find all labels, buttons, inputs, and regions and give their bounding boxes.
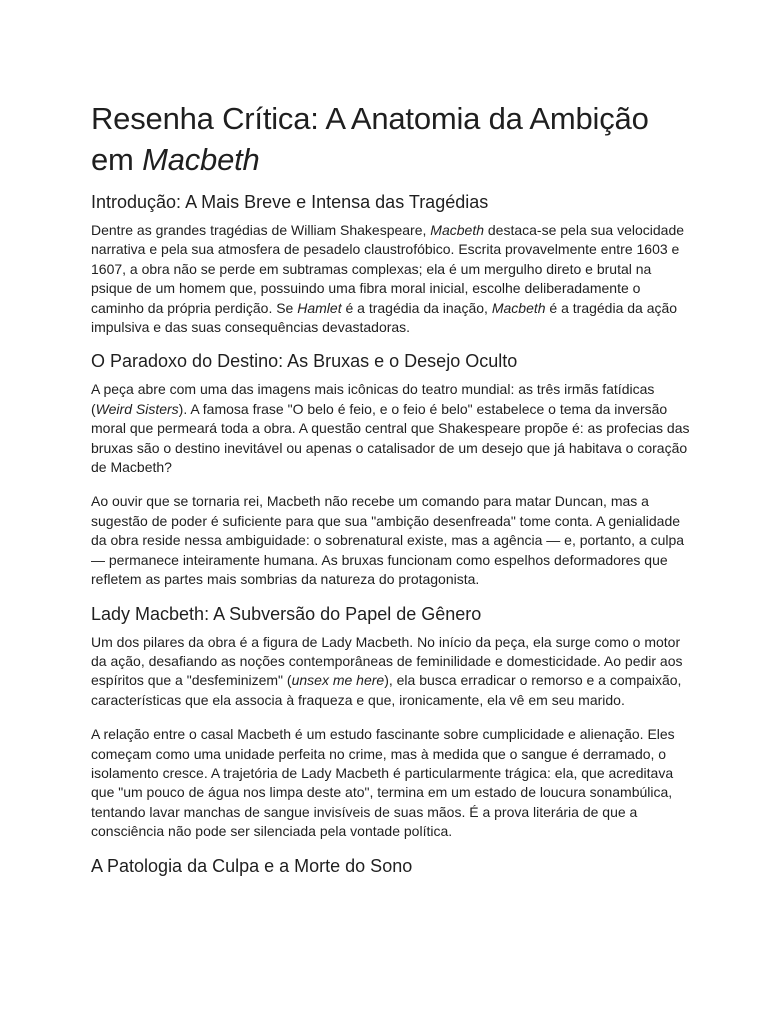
section-heading-patologia: A Patologia da Culpa e a Morte do Sono <box>91 855 413 876</box>
document-page <box>91 98 691 879</box>
page-title <box>91 98 691 180</box>
paragraph: Ao ouvir que se tornaria rei, Macbeth não recebe um comando para matar Duncan, mas a sugestão de poder é suficiente para que sua "ambição desenfreada" tome conta. A genialidade da obra reside nessa ambiguidade: o sobrenatural existe, mas a agência — e, portanto, a culpa — permanece inteiramente humana. As bruxas funcionam como espelhos deformadores que refletem as partes mais sombrias da natureza do protagonista. <box>91 493 685 588</box>
section-heading-lady-macbeth: Lady Macbeth: A Subversão do Papel de Gênero <box>91 603 482 624</box>
paragraph: A peça abre com uma das imagens mais icônicas do teatro mundial: as três irmãs fatídicas (Weird Sisters). A famosa frase "O belo é feio, e o feio é belo" estabelece o tema da inversão moral que permeará toda a obra. A questão central que Shakespeare propõe é: as profecias das bruxas são o destino inevitável ou apenas o catalisador de um desejo que já habitava o coração de Macbeth? <box>91 381 690 476</box>
section-heading-introducao: Introdução: A Mais Breve e Intensa das Tragédias <box>91 192 489 212</box>
paragraph: A relação entre o casal Macbeth é um estudo fascinante sobre cumplicidade e alienação. Eles começam como uma unidade perfeita no crime, mas à medida que o sangue é derramado, o isolamento cresce. A trajetória de Lady Macbeth é particularmente trágica: ela, que acreditava que "um pouco de água nos limpa deste ato", termina em um estado de loucura sonambúlica, tentando lavar manchas de sangue invisíveis de suas mãos. É a prova literária de que a consciência não pode ser silenciada pela vontade política. <box>91 726 675 840</box>
title-italic-text: Macbeth <box>142 142 260 177</box>
paragraph: Um dos pilares da obra é a figura de Lady Macbeth. No início da peça, ela surge como o motor da ação, desafiando as noções contemporâneas de feminilidade e domesticidade. Ao pedir aos espíritos que a "desfeminizem" (unsex me here), ela busca erradicar o remorso e a compaixão, características que ela associa à fraqueza e que, ironicamente, ela vê em seu marido. <box>91 633 683 708</box>
section-heading-paradoxo: O Paradoxo do Destino: As Bruxas e o Desejo Oculto <box>91 351 518 372</box>
paragraph: Dentre as grandes tragédias de William Shakespeare, Macbeth destaca-se pela sua velocidade narrativa e pela sua atmosfera de pesadelo claustrofóbico. Escrita provavelmente entre 1603 e 1607, a obra não se perde em subtramas complexas; ela é um mergulho direto e brutal na psique de um homem que, possuindo uma fibra moral inicial, escolhe deliberadamente o caminho da própria perdição. Se Hamlet é a tragédia da inação, Macbeth é a tragédia da ação impulsiva e das suas consequências devastadoras. <box>91 222 685 336</box>
title-text: Resenha Crítica: A Anatomia da Ambição em <box>91 101 649 177</box>
